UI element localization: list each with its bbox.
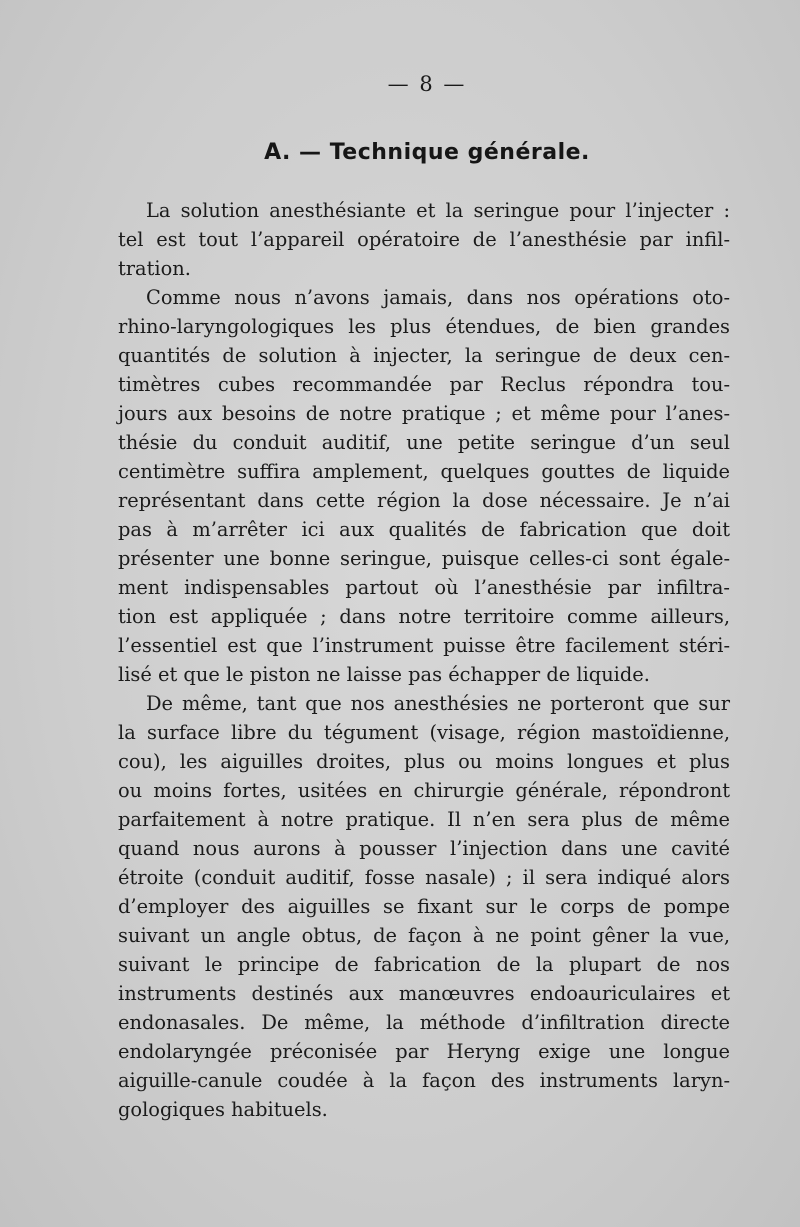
text-line: lisé et que le piston ne laisse pas échapper de liquide. <box>118 663 650 686</box>
text-line: l’essentiel est que l’instrument puisse être facilement stéri- <box>118 634 730 657</box>
text-line: cou), les aiguilles droites, plus ou moins longues et plus <box>118 750 730 773</box>
text-line: aiguille-canule coudée à la façon des instruments laryn- <box>118 1069 730 1092</box>
text-line: centimètre suffira amplement, quelques gouttes de liquide <box>118 460 730 483</box>
text-line: endonasales. De même, la méthode d’infiltration directe <box>118 1011 730 1034</box>
paragraph-3 <box>118 689 730 1124</box>
text-line: suivant le principe de fabrication de la plupart de nos <box>118 953 730 976</box>
paragraph-2 <box>118 283 730 689</box>
text-line: parfaitement à notre pratique. Il n’en sera plus de même <box>118 808 730 831</box>
text-line: gologiques habituels. <box>118 1098 328 1121</box>
text-line: Comme nous n’avons jamais, dans nos opérations oto- <box>146 286 730 309</box>
paragraph-1 <box>118 196 730 283</box>
text-line: rhino-laryngologiques les plus étendues, de bien grandes <box>118 315 730 338</box>
text-line: suivant un angle obtus, de façon à ne point gêner la vue, <box>118 924 730 947</box>
text-line: pas à m’arrêter ici aux qualités de fabrication que doit <box>118 518 730 541</box>
page-number: — 8 — <box>387 72 467 96</box>
text-line: timètres cubes recommandée par Reclus répondra tou- <box>118 373 730 396</box>
text-line: ment indispensables partout où l’anesthésie par infiltra- <box>118 576 730 599</box>
text-line: endolaryngée préconisée par Heryng exige une longue <box>118 1040 730 1063</box>
text-line: d’employer des aiguilles se fixant sur le corps de pompe <box>118 895 730 918</box>
text-line: présenter une bonne seringue, puisque celles-ci sont égale- <box>118 547 730 570</box>
text-line: tel est tout l’appareil opératoire de l’anesthésie par infil- <box>118 228 730 251</box>
text-line: tion est appliquée ; dans notre territoire comme ailleurs, <box>118 605 730 628</box>
section-title: A. — Technique générale. <box>264 140 590 165</box>
text-line: étroite (conduit auditif, fosse nasale) ; il sera indiqué alors <box>118 866 730 889</box>
text-line: jours aux besoins de notre pratique ; et même pour l’anes- <box>118 402 730 425</box>
text-line: thésie du conduit auditif, une petite seringue d’un seul <box>118 431 730 454</box>
text-line: De même, tant que nos anesthésies ne porteront que sur <box>146 692 730 715</box>
body-text <box>118 196 730 1124</box>
text-line: tration. <box>118 257 191 280</box>
text-line: quantités de solution à injecter, la seringue de deux cen- <box>118 344 730 367</box>
text-line: la surface libre du tégument (visage, région mastoïdienne, <box>118 721 730 744</box>
text-line: quand nous aurons à pousser l’injection dans une cavité <box>118 837 730 860</box>
text-line: représentant dans cette région la dose nécessaire. Je n’ai <box>118 489 730 512</box>
text-line: instruments destinés aux manœuvres endoauriculaires et <box>118 982 730 1005</box>
text-line: ou moins fortes, usitées en chirurgie générale, répondront <box>118 779 730 802</box>
text-line: La solution anesthésiante et la seringue pour l’injecter : <box>146 199 730 222</box>
